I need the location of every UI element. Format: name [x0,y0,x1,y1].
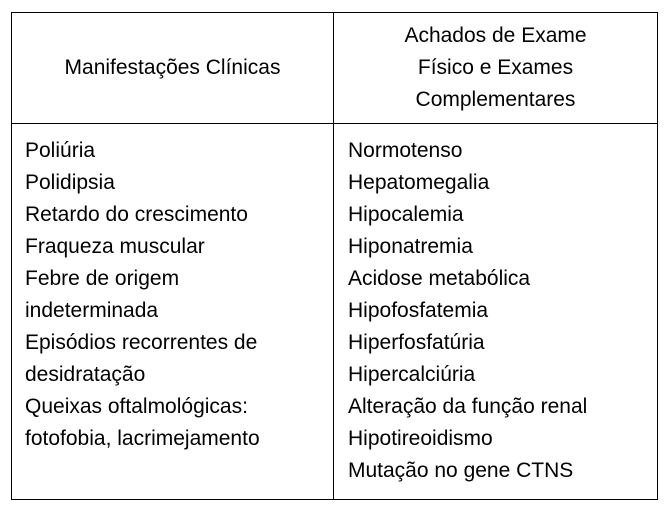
header-right-line: Complementares [415,88,576,111]
clinical-findings-table [11,12,658,500]
header-right-line: Físico e Exames [417,56,574,79]
clinical-manifestations-list [25,135,325,455]
list-item: indeterminada [25,299,159,322]
list-item: Hipercalciúria [348,363,476,386]
header-left-label: Manifestações Clínicas [64,56,281,79]
list-item: fotofobia, lacrimejamento [25,427,260,450]
exam-findings-list [348,135,648,487]
list-item: Poliúria [25,139,96,162]
list-item: Polidipsia [25,171,115,194]
list-item: Febre de origem [25,267,180,290]
list-item: Mutação no gene CTNS [348,459,574,482]
header-divider [12,123,657,124]
list-item: Queixas oftalmológicas: [25,395,248,418]
header-exam-findings [334,13,657,123]
list-item: Fraqueza muscular [25,235,205,258]
list-item: Retardo do crescimento [25,203,248,226]
list-item: Hipofosfatemia [348,299,489,322]
header-right-line: Achados de Exame [404,24,587,47]
list-item: desidratação [25,363,146,386]
list-item: Hipocalemia [348,203,464,226]
list-item: Alteração da função renal [348,395,588,418]
list-item: Hiponatremia [348,235,473,258]
header-clinical-manifestations [12,13,333,123]
list-item: Hipotireoidismo [348,427,493,450]
list-item: Episódios recorrentes de [25,331,258,354]
list-item: Hiperfosfatúria [348,331,485,354]
list-item: Hepatomegalia [348,171,490,194]
list-item: Normotenso [348,139,463,162]
list-item: Acidose metabólica [348,267,531,290]
